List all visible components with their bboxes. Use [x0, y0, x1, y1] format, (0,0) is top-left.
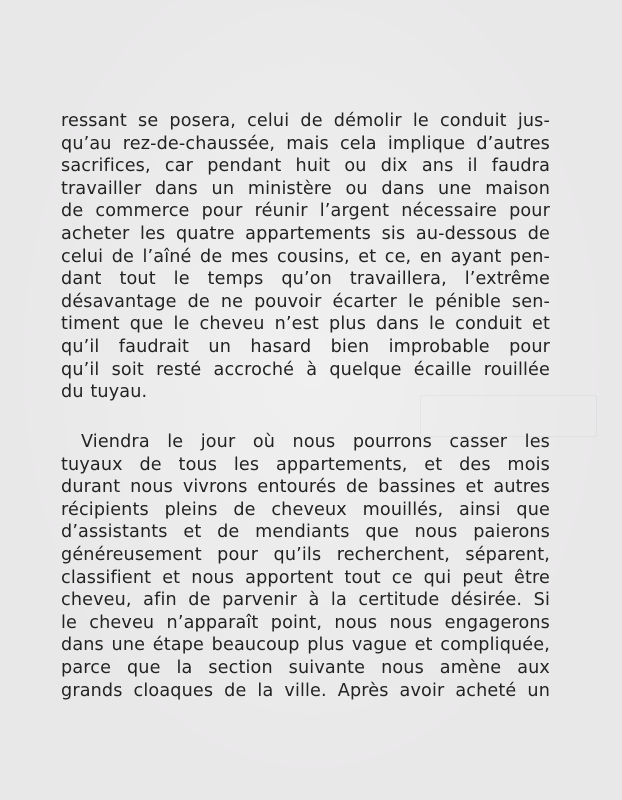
- text-line: qu’il faudrait un hasard bien improbable pour: [61, 336, 550, 357]
- text-line: dans une étape beaucoup plus vague et compliquée,: [61, 635, 550, 656]
- text-line: celui de l’aîné de mes cousins, et ce, en ayant pen-: [61, 246, 550, 267]
- text-line: cheveu, afin de parvenir à la certitude désirée. Si: [61, 590, 550, 611]
- text-line: Viendra le jour où nous pourrons casser les: [81, 432, 550, 452]
- text-line: travailler dans un ministère ou dans une maison: [61, 178, 550, 199]
- text-line: le cheveu n’apparaît point, nous nous engagerons: [61, 612, 550, 633]
- text-line: de commerce pour réunir l’argent nécessaire pour: [61, 201, 550, 222]
- text-line: timent que le cheveu n’est plus dans le conduit et: [61, 314, 550, 335]
- text-line: d’assistants et de mendiants que nous paierons: [61, 522, 550, 543]
- text-line: acheter les quatre appartements sis au-dessous de: [61, 223, 550, 244]
- text-line: durant nous vivrons entourés de bassines et autres: [61, 477, 550, 498]
- text-line: désavantage de ne pouvoir écarter le pénible sen-: [61, 291, 550, 312]
- text-line: grands cloaques de la ville. Après avoir acheté un: [61, 680, 550, 701]
- text-line: du tuyau.: [61, 382, 148, 403]
- text-line: ressant se posera, celui de démolir le conduit jus-: [61, 111, 550, 131]
- text-line: parce que la section suivante nous amène aux: [61, 657, 550, 678]
- text-line: sacrifices, car pendant huit ou dix ans il faudra: [61, 156, 550, 177]
- text-line: qu’au rez-de-chaussée, mais cela implique d’autres: [61, 133, 550, 154]
- text-line: récipients pleins de cheveux mouillés, ainsi que: [61, 499, 550, 520]
- paragraph-2: [61, 431, 550, 702]
- text-line: tuyaux de tous les appartements, et des mois: [61, 454, 550, 475]
- text-line: classifient et nous apportent tout ce qui peut être: [61, 567, 550, 588]
- text-line: généreusement pour qu’ils recherchent, séparent,: [61, 544, 550, 565]
- text-line: qu’il soit resté accroché à quelque écaille rouillée: [61, 359, 550, 380]
- paragraph-1: [61, 110, 550, 404]
- text-line: dant tout le temps qu’on travaillera, l’extrême: [61, 269, 550, 290]
